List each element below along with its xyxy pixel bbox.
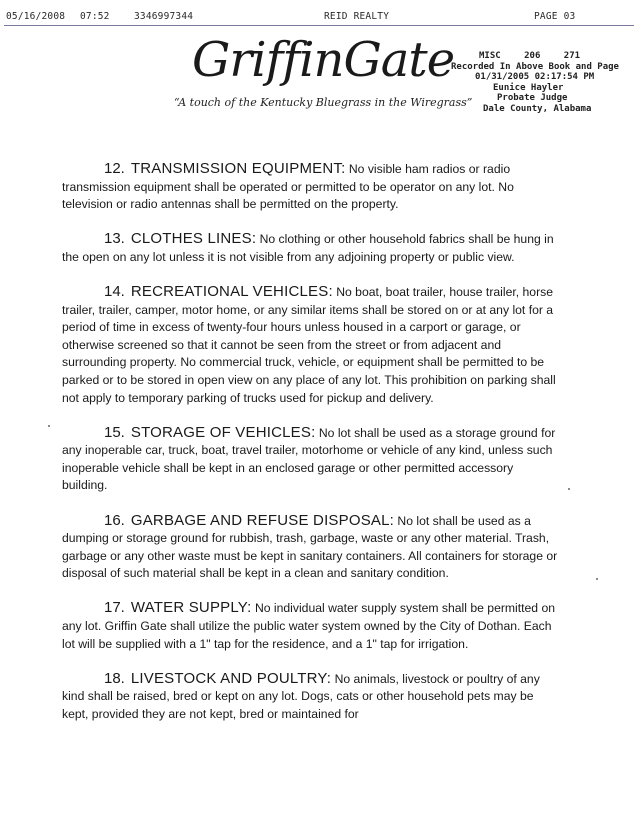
recording-stamp [451,51,619,131]
section-number: 16. [104,511,125,529]
section-text: No visible ham radios or radio transmission equipment shall be operated or permitted to be operator on any lot. No television or radio antennas shall be permitted on the property. [62,162,514,212]
section-number: 15. [104,423,125,441]
section-text: No lot shall be used as a dumping or storage ground for rubbish, trash, garbage, waste or any other material. Trash, garbage or any other waste must be kept in sanitary containers. All containers for storage or disposal of such material shall be kept in a clean and sanitary condition. [62,513,558,581]
fax-company: REID REALTY [324,11,390,22]
scan-speck [48,425,50,427]
section-recreational-vehicles [62,283,560,407]
fax-page-number: PAGE 03 [534,11,576,22]
section-number: 12. [104,160,125,177]
stamp-judge-name: Eunice Hayler [493,82,564,93]
stamp-page: 271 [563,51,581,61]
stamp-county: Dale County, Alabama [483,103,592,114]
section-livestock-poultry [62,670,560,724]
stamp-datetime: 01/31/2005 02:17:54 PM [475,72,595,82]
fax-date: 05/16/2008 [6,11,66,22]
section-number: 14. [104,282,125,300]
section-clothes-lines [62,230,560,266]
section-storage-of-vehicles [62,424,560,495]
section-title: GARBAGE AND REFUSE DISPOSAL: [130,511,395,529]
section-title: WATER SUPPLY: [130,599,252,617]
section-title: CLOTHES LINES: [130,230,257,248]
section-title: TRANSMISSION EQUIPMENT: [130,160,346,177]
section-title: RECREATIONAL VEHICLES: [130,282,333,300]
fax-time: 07:52 [80,11,110,22]
griffin-gate-logo: GriffinGate [192,32,455,88]
stamp-recorded-line: Recorded In Above Book and Page [451,61,619,72]
covenants-body [62,160,560,740]
section-transmission-equipment [62,160,560,214]
stamp-book: 206 [524,51,541,61]
section-text: No clothing or other household fabrics shall be hung in the open on any lot unless it is not visible from any adjoining property or public view. [62,232,554,264]
section-text: No boat, boat trailer, house trailer, horse trailer, trailer, camper, motor home, or any similar items shall be stored on or at any lot for a period of time in excess of twenty-four hours unless housed in a carport or garage, or otherwise screened so that it cannot be seen from the street or from adjacent and surrounding property. No commercial truck, vehicle, or equipment shall be permitted to be parked or to be stored in open view on any place of any lot. This prohibition on parking shall not apply to temporary parking of trucks used for pickup and delivery. [62,284,556,405]
section-garbage-disposal [62,512,560,583]
fax-header [6,11,624,25]
fax-phone: 3346997344 [134,11,194,22]
section-number: 17. [104,599,125,617]
section-text: No individual water supply system shall be permitted on any lot. Griffin Gate shall utilize the public water system owned by the City of Dothan. Each lot will be supplied with a 1" tap for the residence, and a 1" tap for irrigation. [62,601,556,651]
logo-tagline: “A touch of the Kentucky Bluegrass in the Wiregrass” [174,96,473,109]
fax-header-rule [4,25,634,26]
section-text: No lot shall be used as a storage ground for any inoperable car, truck, boat, travel trailer, motorhome or vehicle of any kind, unless such inoperable vehicle shall be kept in an enclosed garage or other permitted accessory building. [62,425,556,493]
section-water-supply [62,599,560,653]
stamp-misc-line [451,51,611,62]
section-number: 18. [104,669,125,687]
stamp-judge-title: Probate Judge [497,93,568,103]
stamp-misc-label: MISC [479,51,501,61]
section-text: No animals, livestock or poultry of any kind shall be raised, bred or kept on any lot. Dogs, cats or other household pets may be kept, provided they are not kept, bred or maintained for [62,671,540,721]
section-title: LIVESTOCK AND POULTRY: [130,669,332,687]
section-title: STORAGE OF VEHICLES: [130,423,316,441]
scan-speck [568,488,570,490]
scan-speck [596,578,598,580]
section-number: 13. [104,230,125,248]
